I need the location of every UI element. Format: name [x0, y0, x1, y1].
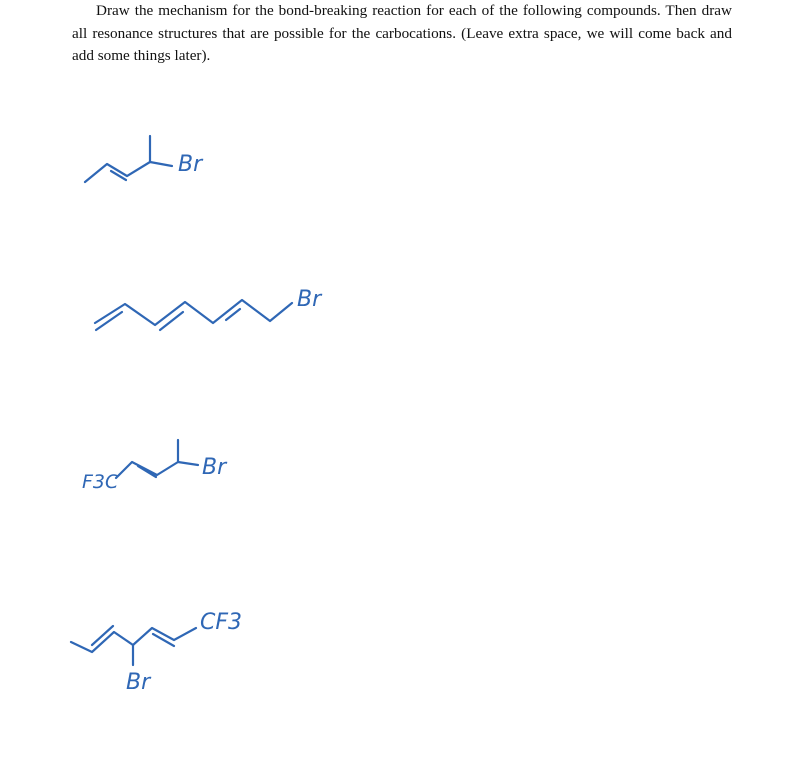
compound-3-br-bond — [178, 462, 198, 465]
compound-4 — [71, 610, 242, 695]
compound-2-br-label: Br — [297, 287, 322, 312]
compound-2 — [95, 287, 323, 330]
compound-4-cf3-label: CF3 — [200, 610, 243, 635]
compound-1-br-bond — [150, 162, 172, 166]
compound-2-double-bond-2 — [160, 312, 183, 330]
compound-3-br-label: Br — [202, 455, 227, 480]
instructions-text: Draw the mechanism for the bond-breaking reaction for each of the following compounds. Then draw all resonance structures that are possible for the carbocations. (Leave extra space, we will come back and add some things later). — [72, 2, 732, 65]
compound-3 — [82, 440, 228, 493]
compound-2-chain — [95, 300, 292, 325]
compound-4-br-label: Br — [126, 670, 151, 695]
compound-1-double-bond — [111, 171, 126, 180]
compound-4-double-bond-2 — [153, 634, 174, 646]
compound-3-f3c-label: F3C — [82, 471, 119, 493]
compound-1 — [85, 136, 204, 182]
compound-3-double-bond — [138, 466, 156, 477]
compound-1-br-label: Br — [178, 152, 203, 177]
